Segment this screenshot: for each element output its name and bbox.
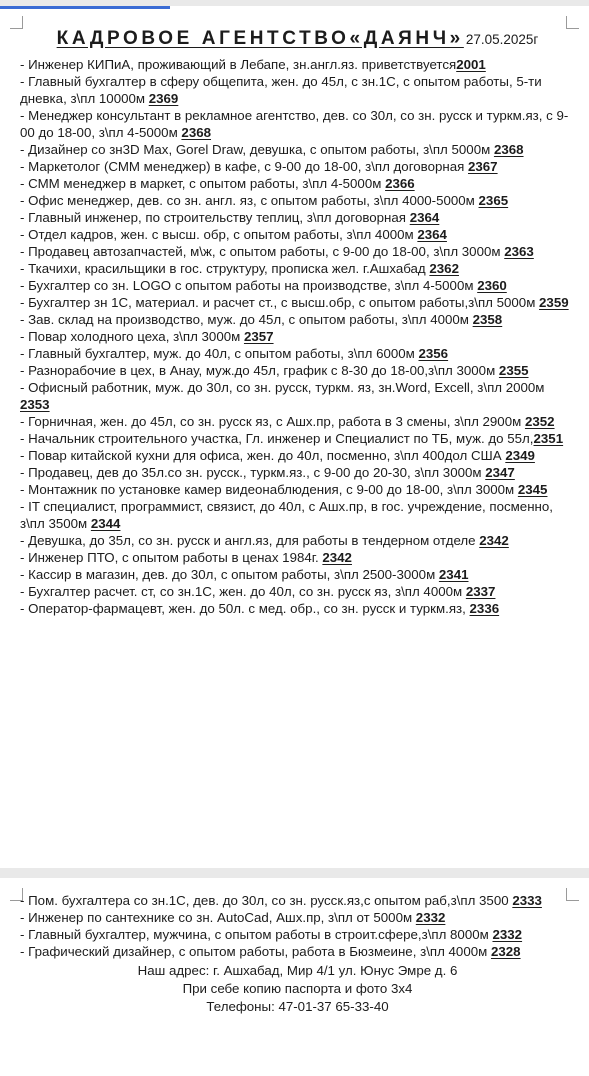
vacancy-text: - Отдел кадров, жен. с высш. обр, с опытом работы, з\пл 4000м	[20, 227, 418, 242]
vacancy-code: 2344	[90, 516, 121, 531]
vacancy-code: 2359	[539, 295, 569, 310]
vacancy-text: - Горничная, жен. до 45л, со зн. русск яз, с Ашх.пр, работа в 3 смены, з\пл 2900м	[20, 414, 525, 429]
page-2-content	[20, 892, 575, 1016]
vacancy-text: - Пом. бухгалтера со зн.1С, дев. до 30л, со зн. русск.яз,с опытом раб,з\пл 3500	[20, 893, 513, 908]
vacancy-code: 2333	[512, 893, 542, 908]
vacancy-entry	[20, 107, 575, 141]
vacancy-text: - Продавец, дев до 35л.со зн. русск., туркм.яз., с 9-00 до 20-30, з\пл 3000м	[20, 465, 486, 480]
vacancy-code: 2365	[478, 193, 509, 208]
document-page-1	[0, 6, 589, 868]
vacancy-text: - Повар китайской кухни для офиса, жен. до 40л, посменно, з\пл 400дол США	[20, 448, 506, 463]
vacancy-code: 2368	[493, 142, 524, 157]
vacancy-code: 2363	[504, 244, 534, 259]
vacancy-text: - Главный бухгалтер, мужчина, с опытом работы в строит.сфере,з\пл 8000м	[20, 927, 493, 942]
agency-title: КАДРОВОЕ АГЕНТСТВО«ДАЯНЧ»	[56, 28, 464, 49]
vacancy-text: - Девушка, до 35л, со зн. русск и англ.яз, для работы в тендерном отделе	[20, 533, 480, 548]
vacancy-entry	[20, 260, 575, 277]
vacancy-entry	[20, 926, 575, 943]
vacancy-entry	[20, 549, 575, 566]
vacancy-text: - Кассир в магазин, дев. до 30л, с опытом работы, з\пл 2500-3000м	[20, 567, 439, 582]
vacancy-entry	[20, 345, 575, 362]
vacancy-code: 2358	[472, 312, 503, 327]
vacancy-text: - Начальник строительного участка, Гл. инженер и Специалист по ТБ, муж. до 55л,	[20, 431, 534, 446]
phone-numbers: Телефоны: 47-01-37 65-33-40	[206, 999, 389, 1014]
vacancy-text: - Бухгалтер со зн. LOGO с опытом работы на производстве, з\пл 4-5000м	[20, 278, 478, 293]
vacancy-text: - Бухгалтер расчет. ст, со зн.1С, жен. до 40л, со зн. русск яз, з\пл 4000м	[20, 584, 466, 599]
vacancy-code: 2355	[498, 363, 529, 378]
vacancy-code: 2366	[385, 176, 415, 191]
vacancy-text: - IT специалист, программист, связист, до 40л, с Ашх.пр, в гос. учреждение, посменно, з\пл 3500м	[20, 499, 553, 531]
office-address: Наш адрес: г. Ашхабад, Мир 4/1 ул. Юнус Эмре д. 6	[137, 963, 458, 978]
vacancy-entry	[20, 892, 575, 909]
vacancy-text: - Главный бухгалтер в сферу общепита, жен. до 45л, с зн.1С, с опытом работы, 5-ти дневка, з\пл 10000м	[20, 74, 542, 106]
vacancy-entry	[20, 447, 575, 464]
vacancy-text: - Графический дизайнер, с опытом работы, работа в Бюзмеине, з\пл 4000м	[20, 944, 491, 959]
vacancy-entry	[20, 328, 575, 345]
vacancy-entry	[20, 243, 575, 260]
vacancy-text: - Главный бухгалтер, муж. до 40л, с опытом работы, з\пл 6000м	[20, 346, 419, 361]
vacancy-code: 2362	[429, 261, 459, 276]
vacancy-entry	[20, 362, 575, 379]
vacancy-code: 2357	[243, 329, 274, 344]
vacancy-code: 2353	[20, 397, 50, 412]
vacancy-code: 2364	[417, 227, 447, 242]
vacancy-entry	[20, 498, 575, 532]
vacancy-entry	[20, 943, 575, 960]
vacancy-text: - Главный инженер, по строительству теплиц, з\пл договорная	[20, 210, 410, 225]
vacancy-list-continued	[20, 892, 575, 960]
header	[20, 26, 575, 53]
vacancy-entry	[20, 141, 575, 158]
vacancy-code: 2001	[456, 57, 486, 72]
vacancy-code: 2341	[438, 567, 469, 582]
vacancy-entry	[20, 192, 575, 209]
vacancy-list	[20, 56, 575, 617]
vacancy-entry	[20, 909, 575, 926]
vacancy-code: 2328	[490, 944, 521, 959]
vacancy-entry	[20, 481, 575, 498]
vacancy-code: 2342	[479, 533, 509, 548]
vacancy-entry	[20, 430, 575, 447]
page-top-accent	[0, 6, 170, 9]
contact-footer	[20, 962, 575, 1016]
vacancy-text: - Повар холодного цеха, з\пл 3000м	[20, 329, 244, 344]
vacancy-code: 2352	[524, 414, 555, 429]
vacancy-entry	[20, 226, 575, 243]
vacancy-code: 2367	[468, 159, 498, 174]
vacancy-code: 2369	[148, 91, 179, 106]
vacancy-text: - Бухгалтер зн 1С, материал. и расчет ст., с высш.обр, с опытом работы,з\пл 5000м	[20, 295, 540, 310]
vacancy-text: - Разнорабочие в цех, в Анау, муж.до 45л, график с 8-30 до 18-00,з\пл 3000м	[20, 363, 499, 378]
vacancy-entry	[20, 209, 575, 226]
vacancy-entry	[20, 379, 575, 413]
vacancy-code: 2356	[418, 346, 449, 361]
vacancy-text: - Маркетолог (СММ менеджер) в кафе, с 9-00 до 18-00, з\пл договорная	[20, 159, 468, 174]
vacancy-text: - Инженер по сантехнике со зн. AutoCad, Ашх.пр, з\пл от 5000м	[20, 910, 416, 925]
vacancy-text: - Инженер КИПиА, проживающий в Лебапе, зн.англ.яз. приветствуется	[20, 57, 457, 72]
vacancy-entry	[20, 583, 575, 600]
vacancy-entry	[20, 566, 575, 583]
vacancy-entry	[20, 56, 575, 73]
vacancy-entry	[20, 73, 575, 107]
vacancy-code: 2364	[409, 210, 440, 225]
vacancy-code: 2368	[181, 125, 212, 140]
vacancy-text: - Монтажник по установке камер видеонаблюдения, с 9-00 до 18-00, з\пл 3000м	[20, 482, 518, 497]
vacancy-code: 2336	[469, 601, 500, 616]
vacancy-entry	[20, 600, 575, 617]
vacancy-code: 2345	[517, 482, 548, 497]
vacancy-entry	[20, 158, 575, 175]
vacancy-text: - Ткачихи, красильщики в гос. структуру, прописка жел. г.Ашхабад	[20, 261, 430, 276]
documents-note: При себе копию паспорта и фото 3х4	[182, 981, 413, 996]
vacancy-code: 2332	[415, 910, 446, 925]
vacancy-code: 2337	[465, 584, 496, 599]
vacancy-code: 2349	[505, 448, 535, 463]
vacancy-text: - Офис менеджер, дев. со зн. англ. яз, с опытом работы, з\пл 4000-5000м	[20, 193, 479, 208]
vacancy-entry	[20, 413, 575, 430]
vacancy-entry	[20, 277, 575, 294]
vacancy-text: - СММ менеджер в маркет, с опытом работы, з\пл 4-5000м	[20, 176, 386, 191]
vacancy-text: - Оператор-фармацевт, жен. до 50л. с мед. обр., со зн. русск и туркм.яз,	[20, 601, 470, 616]
vacancy-code: 2347	[485, 465, 515, 480]
vacancy-text: - Продавец автозапчастей, м\ж, с опытом работы, с 9-00 до 18-00, з\пл 3000м	[20, 244, 505, 259]
vacancy-entry	[20, 175, 575, 192]
vacancy-code: 2332	[492, 927, 523, 942]
vacancy-entry	[20, 294, 575, 311]
vacancy-text: - Инженер ПТО, с опытом работы в ценах 1984г.	[20, 550, 323, 565]
vacancy-code: 2360	[477, 278, 507, 293]
vacancy-text: - Зав. склад на производство, муж. до 45л, с опытом работы, з\пл 4000м	[20, 312, 473, 327]
vacancy-code: 2342	[322, 550, 352, 565]
page-1-content	[20, 26, 575, 617]
vacancy-entry	[20, 311, 575, 328]
document-page-2	[0, 878, 589, 1076]
vacancy-text: - Дизайнер со зн3D Max, Gorel Draw, девушка, с опытом работы, з\пл 5000м	[20, 142, 494, 157]
vacancy-entry	[20, 532, 575, 549]
vacancy-text: - Менеджер консультант в рекламное агентство, дев. со 30л, со зн. русск и туркм.яз, с 9-00 до 18-00, з\пл 4-5000м	[20, 108, 569, 140]
vacancy-entry	[20, 464, 575, 481]
vacancy-code: 2351	[533, 431, 564, 446]
vacancy-text: - Офисный работник, муж. до 30л, со зн. русск, туркм. яз, зн.Word, Excell, з\пл 2000м	[20, 380, 545, 395]
publication-date: 27.05.2025г	[465, 32, 539, 47]
